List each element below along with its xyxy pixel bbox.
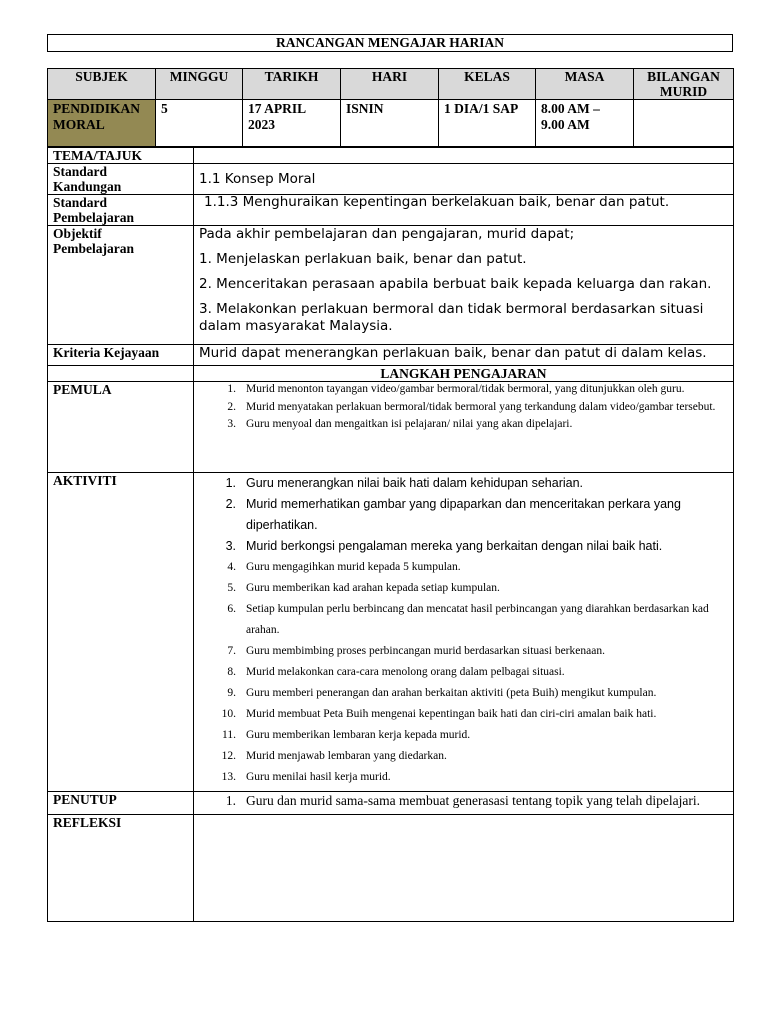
aktiviti-item-text: Murid menjawab lembaran yang diedarkan.: [246, 750, 447, 762]
value-standard-kandungan: 1.1 Konsep Moral: [194, 164, 734, 195]
lesson-plan-page: [47, 34, 733, 922]
objektif-item-1: 1. Menjelaskan perlakuan baik, benar dan patut.: [199, 251, 527, 267]
info-table: [47, 68, 734, 147]
aktiviti-item: [199, 599, 728, 641]
row-kriteria: [48, 345, 734, 366]
aktiviti-item: [199, 746, 728, 767]
info-values-row: [48, 100, 734, 147]
aktiviti-item: [199, 536, 728, 557]
aktiviti-item-text: Guru menerangkan nilai baik hati dalam kehidupan seharian.: [246, 476, 584, 490]
pemula-item-number: 3.: [227, 418, 236, 430]
aktiviti-item: [199, 725, 728, 746]
langkah-pengajaran-heading: LANGKAH PENGAJARAN: [194, 366, 734, 382]
pemula-item-number: 2.: [227, 400, 236, 413]
label-standard-kandungan: [48, 164, 194, 195]
value-tarikh-line1: 17 APRIL: [248, 101, 307, 116]
value-tarikh-line2: 2023: [248, 117, 275, 132]
aktiviti-item-number: 7.: [227, 645, 236, 657]
value-aktiviti: [194, 473, 734, 792]
label-sk-line2: Kandungan: [53, 179, 122, 194]
value-refleksi: [194, 815, 734, 922]
label-sp-line1: Standard: [53, 195, 108, 210]
aktiviti-item-text: Guru memberi penerangan dan arahan berkaitan aktiviti (peta Buih) mengikut kumpulan.: [246, 687, 657, 699]
aktiviti-item: [199, 494, 728, 536]
header-tarikh: TARIKH: [243, 69, 341, 100]
label-sp-line2: Pembelajaran: [53, 210, 134, 225]
header-masa: MASA: [536, 69, 634, 100]
header-bilangan-murid: [634, 69, 734, 100]
pemula-item: [199, 417, 728, 433]
aktiviti-item-number: 9.: [227, 687, 236, 699]
label-standard-pembelajaran: [48, 195, 194, 226]
label-refleksi: REFLEKSI: [48, 815, 194, 922]
value-kriteria: Murid dapat menerangkan perlakuan baik, benar dan patut di dalam kelas.: [194, 345, 734, 366]
objektif-item-2: 2. Menceritakan perasaan apabila berbuat baik kepada keluarga dan rakan.: [199, 276, 712, 292]
aktiviti-item-number: 1.: [225, 476, 236, 490]
aktiviti-item-text: Murid memerhatikan gambar yang dipaparkan dan menceritakan perkara yang diperhatikan.: [246, 497, 681, 532]
value-minggu: 5: [156, 100, 243, 147]
row-refleksi: [48, 815, 734, 922]
value-hari: ISNIN: [341, 100, 439, 147]
row-penutup: [48, 792, 734, 815]
label-sk-line1: Standard: [53, 164, 108, 179]
aktiviti-item-number: 2.: [225, 497, 236, 511]
header-minggu: MINGGU: [156, 69, 243, 100]
penutup-item-text: Guru dan murid sama-sama membuat generasasi tentang topik yang telah dipelajari.: [246, 793, 700, 808]
value-objektif: [194, 226, 734, 345]
aktiviti-item: [199, 473, 728, 494]
pemula-item-text: Murid menonton tayangan video/gambar bermoral/tidak bermoral, yang ditunjukkan oleh guru.: [246, 383, 685, 395]
row-standard-pembelajaran: [48, 195, 734, 226]
penutup-item-number: 1.: [225, 793, 236, 808]
aktiviti-list: [199, 473, 728, 788]
pemula-list: [199, 382, 728, 433]
aktiviti-item-text: Murid membuat Peta Buih mengenai kepentingan baik hati dan ciri-ciri amalan baik hati.: [246, 708, 657, 720]
header-hari: HARI: [341, 69, 439, 100]
aktiviti-item: [199, 641, 728, 662]
objektif-item-3: 3. Melakonkan perlakuan bermoral dan tidak bermoral berdasarkan situasi dalam masyarakat Malaysia.: [199, 301, 704, 334]
penutup-item: [199, 792, 728, 809]
row-langkah-header: [48, 366, 734, 382]
value-subjek: [48, 100, 156, 147]
value-masa-line1: 8.00 AM –: [541, 101, 600, 116]
value-bilangan-murid: [634, 100, 734, 147]
aktiviti-item-text: Guru memberikan lembaran kerja kepada murid.: [246, 729, 471, 741]
aktiviti-item-number: 11.: [222, 729, 236, 741]
value-standard-pembelajaran: 1.1.3 Menghuraikan kepentingan berkelakuan baik, benar dan patut.: [194, 195, 734, 226]
aktiviti-item: [199, 704, 728, 725]
aktiviti-item-number: 4.: [227, 561, 236, 573]
label-aktiviti: AKTIVITI: [48, 473, 194, 792]
header-bilangan-line2: MURID: [659, 84, 708, 99]
label-op-line1: Objektif: [53, 226, 102, 241]
aktiviti-item-text: Guru membimbing proses perbincangan murid berdasarkan situasi berkenaan.: [246, 645, 605, 657]
value-kelas: 1 DIA/1 SAP: [439, 100, 536, 147]
label-kriteria: Kriteria Kejayaan: [48, 345, 194, 366]
pemula-item-text: Guru menyoal dan mengaitkan isi pelajaran/ nilai yang akan dipelajari.: [246, 418, 573, 430]
aktiviti-item-text: Murid melakonkan cara-cara menolong orang dalam pelbagai situasi.: [246, 666, 565, 678]
header-kelas: KELAS: [439, 69, 536, 100]
aktiviti-item: [199, 578, 728, 599]
label-penutup: PENUTUP: [48, 792, 194, 815]
pemula-item: [199, 382, 728, 398]
aktiviti-item-number: 8.: [227, 666, 236, 678]
info-header-row: [48, 69, 734, 100]
value-pemula: [194, 382, 734, 473]
langkah-blank-cell: [48, 366, 194, 382]
aktiviti-item-text: Guru menilai hasil kerja murid.: [246, 771, 391, 783]
row-standard-kandungan: [48, 164, 734, 195]
label-op-line2: Pembelajaran: [53, 241, 134, 256]
value-tema: [194, 148, 734, 164]
label-objektif: [48, 226, 194, 345]
aktiviti-item: [199, 662, 728, 683]
aktiviti-item-number: 5.: [227, 582, 236, 594]
row-tema: [48, 148, 734, 164]
row-objektif: [48, 226, 734, 345]
value-masa-line2: 9.00 AM: [541, 117, 590, 132]
value-subjek-line2: MORAL: [53, 117, 105, 132]
aktiviti-item-text: Murid berkongsi pengalaman mereka yang berkaitan dengan nilai baik hati.: [246, 539, 663, 553]
label-tema: TEMA/TAJUK: [48, 148, 194, 164]
lesson-table: [47, 147, 734, 922]
value-masa: [536, 100, 634, 147]
aktiviti-item: [199, 557, 728, 578]
aktiviti-item: [199, 683, 728, 704]
row-aktiviti: [48, 473, 734, 792]
pemula-item-text: Murid menyatakan perlakuan bermoral/tidak bermoral yang terkandung dalam video/gambar tersebut.: [246, 400, 716, 413]
header-bilangan-line1: BILANGAN: [647, 69, 720, 84]
aktiviti-item-number: 12.: [221, 750, 236, 762]
row-pemula: [48, 382, 734, 473]
pemula-item-number: 1.: [227, 383, 236, 395]
document-title: RANCANGAN MENGAJAR HARIAN: [47, 34, 733, 52]
value-penutup: [194, 792, 734, 815]
label-pemula: PEMULA: [48, 382, 194, 473]
header-subjek: SUBJEK: [48, 69, 156, 100]
pemula-item: [199, 400, 728, 416]
objektif-intro: Pada akhir pembelajaran dan pengajaran, murid dapat;: [199, 226, 575, 242]
value-subjek-line1: PENDIDIKAN: [53, 101, 141, 116]
aktiviti-item-number: 6.: [227, 603, 236, 615]
aktiviti-item: [199, 767, 728, 788]
aktiviti-item-number: 10.: [221, 708, 236, 720]
value-tarikh: [243, 100, 341, 147]
aktiviti-item-text: Guru memberikan kad arahan kepada setiap kumpulan.: [246, 582, 500, 594]
aktiviti-item-number: 13.: [221, 771, 236, 783]
aktiviti-item-text: Setiap kumpulan perlu berbincang dan mencatat hasil perbincangan yang diarahkan berdasarkan kad arahan.: [246, 603, 709, 636]
aktiviti-item-text: Guru mengagihkan murid kepada 5 kumpulan.: [246, 561, 461, 573]
aktiviti-item-number: 3.: [225, 539, 236, 553]
penutup-list: [199, 792, 728, 809]
